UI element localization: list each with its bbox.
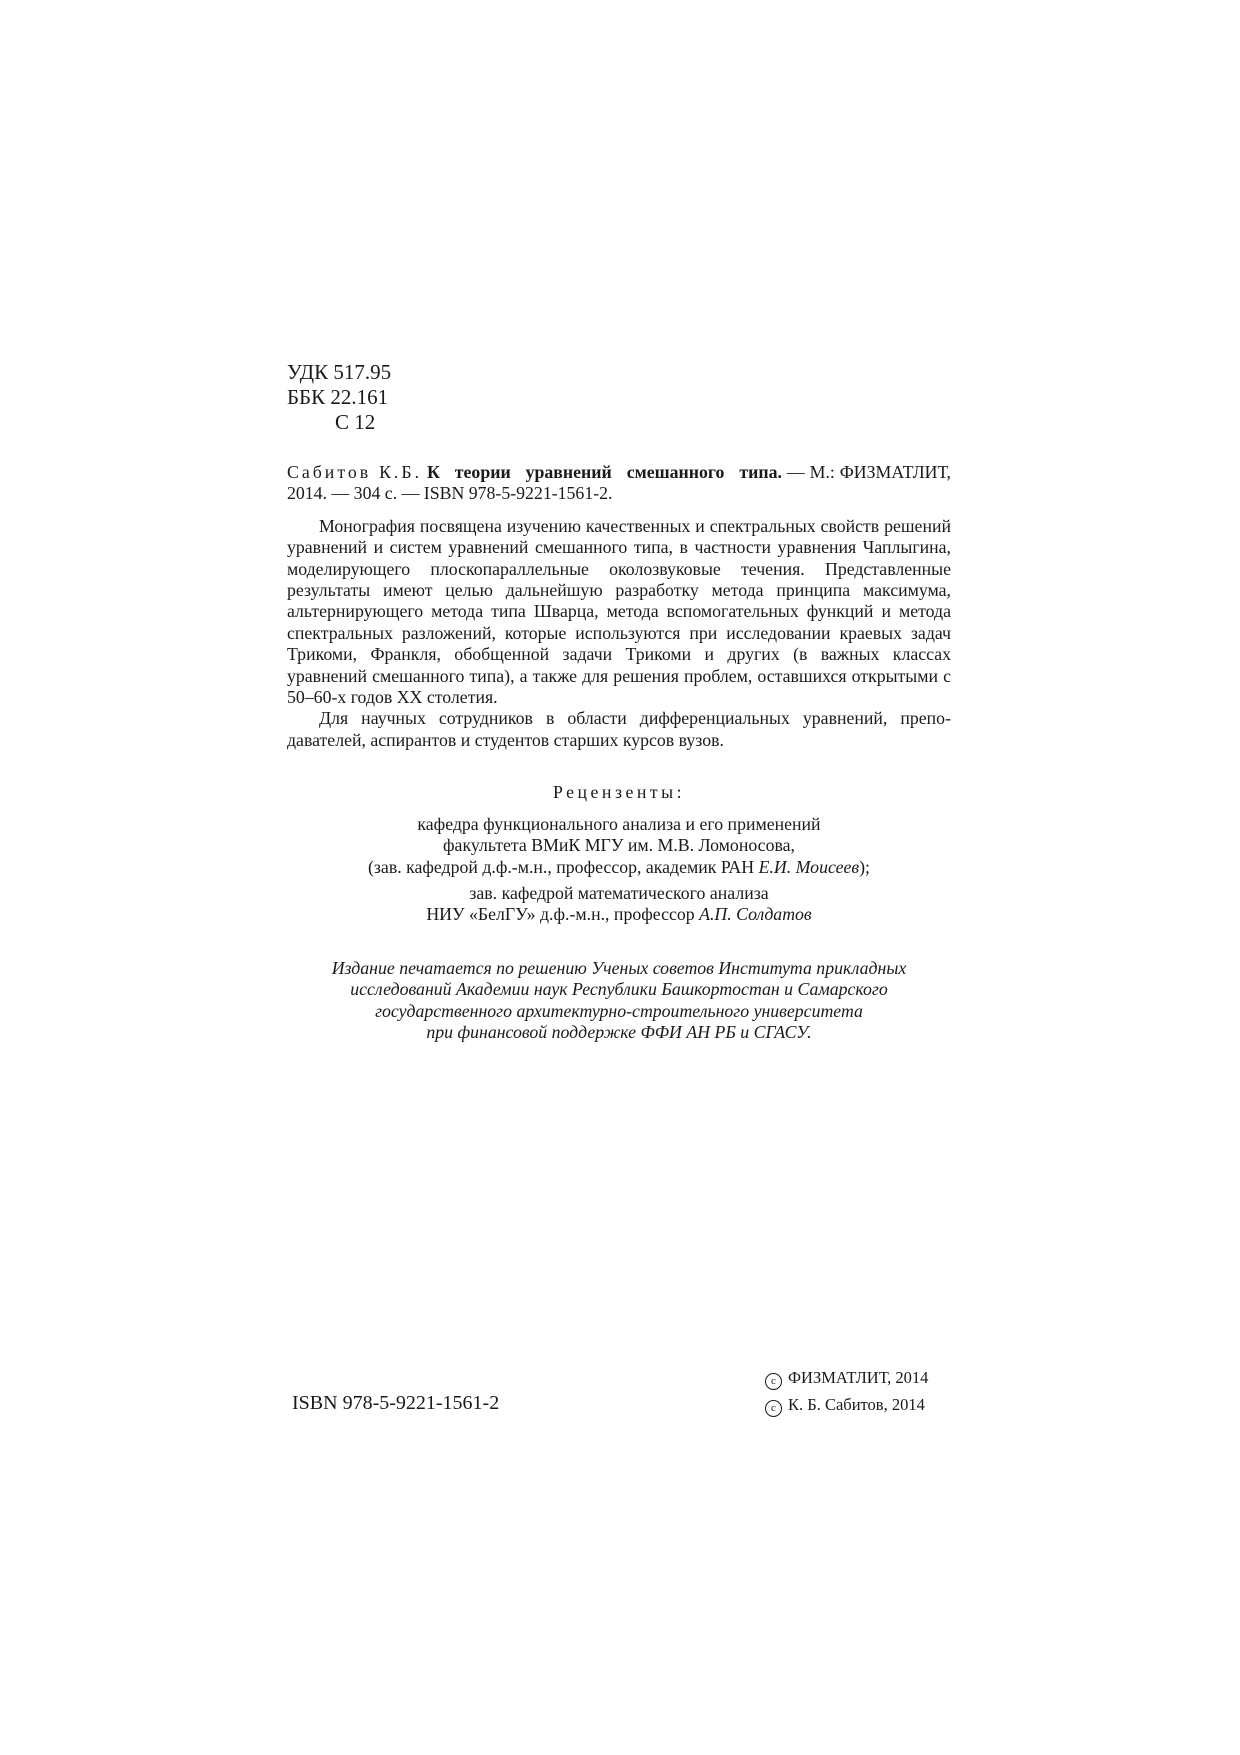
- author-name: Сабитов К.Б.: [287, 462, 423, 482]
- imprint-line: М.: ФИЗМАТЛИТ, 2014. — 304 с. — ISBN 978-5-9221-1561-2.: [287, 462, 951, 504]
- copyright-publisher: [765, 1364, 928, 1391]
- reviewer-2-line-1: зав. кафедрой математического анализа: [469, 882, 769, 903]
- publication-note-line: исследований Академии наук Республики Башкортостан и Самарского: [350, 979, 888, 1000]
- reviewers-section: [287, 782, 951, 925]
- reviewer-1-suffix: );: [859, 856, 870, 877]
- audience-paragraph: Для научных сотрудников в области дифференциальных уравнений, преподавателей, аспирантов и студентов старших курсов вузов.: [287, 708, 951, 750]
- copyright-publisher-text: ФИЗМАТЛИТ, 2014: [788, 1368, 929, 1387]
- copyright-block: [765, 1364, 928, 1418]
- reviewer-1-line-2: факультета ВМиК МГУ им. М.В. Ломоносова,: [443, 835, 795, 856]
- main-text-block: [287, 462, 951, 1043]
- classification-codes: [287, 360, 391, 435]
- book-title: К теории уравнений смешанного типа.: [426, 462, 782, 482]
- bbk-code: ББК 22.161: [287, 385, 389, 409]
- isbn: ISBN 978-5-9221-1561-2: [292, 1392, 500, 1414]
- copyright-icon: c: [765, 1373, 782, 1390]
- publication-note-line: при финансовой поддержке ФФИ АН РБ и СГАСУ.: [426, 1021, 812, 1042]
- publication-note-line: государственного архитектурно-строительного университета: [375, 1000, 863, 1021]
- abstract: [287, 516, 951, 751]
- reviewer-1-position: (зав. кафедрой д.ф.-м.н., профессор, академик РАН: [367, 856, 759, 877]
- reviewer-1-line-1: кафедра функционального анализа и его применений: [417, 813, 821, 834]
- bibliographic-record: [287, 462, 951, 505]
- title-dash: —: [781, 462, 805, 482]
- copyright-icon: c: [765, 1400, 782, 1417]
- publication-note: [287, 958, 951, 1044]
- reviewers-heading: Рецензенты:: [552, 782, 686, 803]
- reviewer-2-position: НИУ «БелГУ» д.ф.-м.н., профессор: [426, 904, 700, 925]
- reviewer-1-name: Е.И. Моисеев: [758, 856, 860, 877]
- reviewer-1-line-3: [287, 857, 951, 878]
- copyright-author-text: К. Б. Сабитов, 2014: [788, 1395, 925, 1414]
- publication-note-line: Издание печатается по решению Ученых советов Института прикладных: [331, 957, 907, 978]
- reviewer-2-line-2: [287, 904, 951, 925]
- copyright-author: [765, 1391, 928, 1418]
- author-sign: С 12: [335, 410, 376, 434]
- abstract-paragraph: Монография посвящена изучению качественных и спектральных свойств решений уравнений и систем уравнений смешанного типа, в частности уравнения Чаплыгина, моделирующего плоскопараллельные околозвуковые течения. Представленные результаты имеют целью дальнейшую разработку метода принципа максимума, альтернирующего метода типа Шварца, метода вспомогательных функций и метода спектральных разложений, которые используются при исследовании краевых задач Трикоми, Франкля, обобщенной задачи Трикоми и других (в важных классах уравнений смешанного типа), а также для решения проблем, оставшихся открытыми с 50–60-х годов XX столетия.: [287, 515, 951, 708]
- udk-code: УДК 517.95: [287, 360, 392, 384]
- reviewer-2-name: А.П. Солдатов: [699, 904, 812, 925]
